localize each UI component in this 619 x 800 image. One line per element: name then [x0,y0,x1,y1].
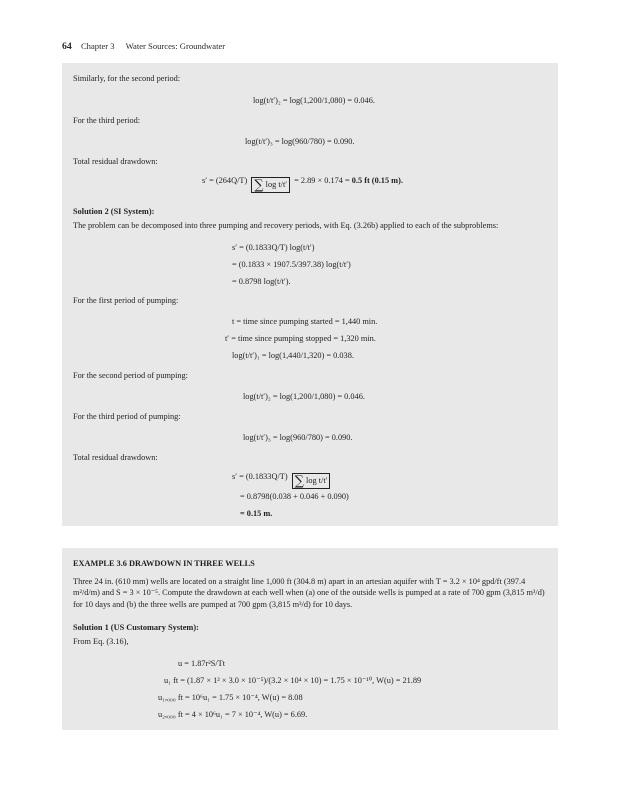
equation-third-pumping: log(t/t′)₃ = log(960/780) = 0.090. [243,433,353,442]
si-total-line-2: = 0.8798(0.038 + 0.046 + 0.090) [240,492,349,501]
summation-bracket [251,177,290,193]
intro-third-period: For the third period: [73,116,141,125]
example-title: EXAMPLE 3.6 DRAWDOWN IN THREE WELLS [73,559,255,568]
solution2-heading: Solution 2 (SI System): [73,207,155,216]
intro-third-pumping: For the third period of pumping: [73,412,181,421]
equation-u1ft: u₁ ft = (1.87 × 1² × 3.0 × 10⁻⁵)/(3.2 × 10⁴ × 10) = 1.75 × 10⁻¹⁰, W(u) = 21.89 [164,676,422,685]
solution2-text: The problem can be decomposed into three pumping and recovery periods, with Eq. (3.26b) applied to each of the subproblems: [73,221,499,230]
equation-total-drawdown [202,176,403,193]
chapter-label: Chapter 3 [80,41,115,51]
intro-total-si: Total residual drawdown: [73,453,158,462]
equation-second-period: log(t/t′)₂ = log(1,200/1,080) = 0.046. [253,96,375,105]
equation-first-pumping: log(t/t′)₁ = log(1,440/1,320) = 0.038. [232,351,354,360]
page-number: 64 [62,41,72,52]
total-result: 0.5 ft (0.15 m). [351,176,403,185]
sigma-icon: ∑ [254,178,264,193]
summation-bracket-si [292,473,331,489]
equation-third-period: log(t/t′)₃ = log(960/780) = 0.090. [245,137,355,146]
intro-total-drawdown: Total residual drawdown: [73,157,158,166]
equation-second-pumping: log(t/t′)₂ = log(1,200/1,080) = 0.046. [243,392,365,401]
si-equation-2: = (0.1833 × 1907.5/397.38) log(t/t′) [232,260,351,269]
si-equation-3: = 0.8798 log(t/t′). [232,277,291,286]
equation-u2000: u₂,₀₀₀ ft = 4 × 10⁶u₁ = 7 × 10⁻⁴, W(u) = 6.69. [158,710,308,719]
chapter-title: Water Sources: Groundwater [125,41,226,51]
intro-second-period: Similarly, for the second period: [73,74,181,83]
solution1-heading: Solution 1 (US Customary System): [73,623,199,632]
si-total-lhs: s′ = (0.1833Q/T) [232,472,288,481]
intro-second-pumping: For the second period of pumping: [73,371,188,380]
si-total-line-1 [232,472,332,489]
sigma-icon: ∑ [294,474,304,489]
example-problem: Three 24 in. (610 mm) wells are located on a straight line 1,000 ft (304.8 m) apart in an artesian aquifer with T = 3.2 × 10⁴ gpd/ft (397.4 m²/d/m) and S = 3 × 10⁻⁵. Compute the drawdown at each well when (a) one of the outside wells is pumped at a rate of 700 gpm (3,815 m³/d) for 10 days and (b) the three wells are pumped at 700 gpm (3,815 m³/d) for 10 days. [73,577,545,609]
si-total-sum-term: log t/t′ [306,476,328,485]
intro-first-pumping: For the first period of pumping: [73,296,179,305]
si-total-line-3: = 0.15 m. [240,509,273,518]
tprime-definition: t′ = time since pumping stopped = 1,320 min. [225,334,376,343]
t-definition: t = time since pumping started = 1,440 min. [232,317,378,326]
equation-u: u = 1.87r²S/Tt [178,659,226,668]
running-header [62,41,225,52]
equation-u1000: u₁,₀₀₀ ft = 10⁶u₁ = 1.75 × 10⁻⁴, W(u) = 8.08 [158,693,303,702]
total-lhs: s′ = (264Q/T) [202,176,248,185]
from-equation: From Eq. (3.16), [73,637,129,646]
total-rhs: = 2.89 × 0.174 = [294,176,350,185]
total-sum-term: log t/t′ [265,180,288,189]
si-equation-1: s′ = (0.1833Q/T) log(t/t′) [232,243,315,252]
